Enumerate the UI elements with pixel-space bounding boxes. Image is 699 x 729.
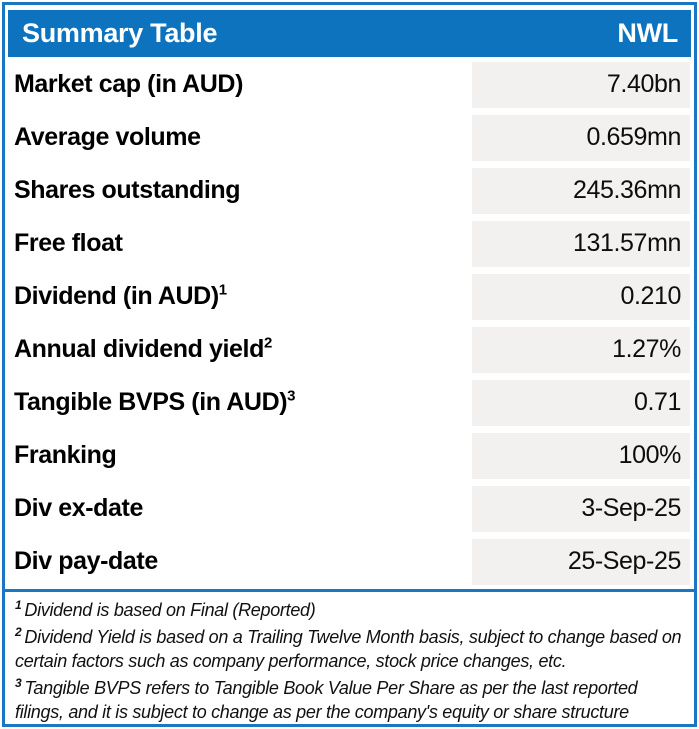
row-value-cell: [472, 115, 690, 161]
footnote-marker: 1: [15, 598, 22, 612]
row-label-text: Market cap (in AUD): [14, 70, 244, 98]
table-row: [5, 111, 694, 164]
table-row: [5, 217, 694, 270]
row-value: 245.36mn: [573, 176, 681, 204]
table-row: [5, 429, 694, 482]
row-value-cell: [472, 433, 690, 479]
row-value: 25-Sep-25: [567, 547, 681, 575]
footnote-marker: 3: [15, 676, 22, 690]
row-label: [14, 388, 295, 417]
row-label-text: Tangible BVPS (in AUD): [14, 388, 288, 416]
row-label: [14, 547, 158, 576]
row-label: [14, 123, 201, 152]
row-label: [14, 282, 227, 311]
row-label-text: Dividend (in AUD): [14, 282, 219, 310]
row-label: [14, 335, 272, 364]
row-value-cell: [472, 221, 690, 267]
table-row: [5, 376, 694, 429]
footnote-text: Tangible BVPS refers to Tangible Book Value Per Share as per the last reported filings, and it is subject to change as per the company's equity or share structure: [15, 678, 638, 722]
row-value: 3-Sep-25: [581, 494, 681, 522]
row-value-cell: [472, 486, 690, 532]
footnote-marker: 2: [15, 625, 22, 639]
table-row: [5, 270, 694, 323]
footnote: [15, 625, 682, 673]
row-label-text: Franking: [14, 441, 117, 469]
ticker-symbol: NWL: [617, 18, 678, 48]
row-value-cell: [472, 62, 690, 108]
footnote-text: Dividend Yield is based on a Trailing Twelve Month basis, subject to change based on certain factors such as company performance, stock price changes, etc.: [15, 627, 682, 671]
footnotes-section: [5, 592, 694, 724]
row-value-cell: [472, 380, 690, 426]
table-row: [5, 323, 694, 376]
table-row: [5, 535, 694, 588]
row-value: 0.71: [633, 388, 681, 416]
row-label-text: Div ex-date: [14, 494, 143, 522]
row-label: [14, 176, 240, 205]
table-title: Summary Table: [22, 18, 218, 48]
row-value-cell: [472, 539, 690, 585]
row-label: [14, 441, 116, 470]
row-label-text: Shares outstanding: [14, 176, 241, 204]
table-body: [5, 58, 694, 588]
row-label-text: Annual dividend yield: [14, 335, 264, 363]
table-row: [5, 482, 694, 535]
row-value: 0.659mn: [586, 123, 681, 151]
row-value: 1.27%: [612, 335, 681, 363]
row-label-text: Average volume: [14, 123, 201, 151]
row-label: [14, 70, 243, 99]
row-label-footnote-marker: 2: [263, 334, 272, 352]
row-value: 131.57mn: [573, 229, 681, 257]
row-label: [14, 494, 143, 523]
table-row: [5, 58, 694, 111]
row-label-text: Free float: [14, 229, 123, 257]
table-row: [5, 164, 694, 217]
row-value-cell: [472, 274, 690, 320]
footnote: [15, 676, 682, 724]
row-value-cell: [472, 168, 690, 214]
footnote-text: Dividend is based on Final (Reported): [24, 600, 316, 620]
row-value: 7.40bn: [606, 70, 681, 98]
row-value: 100%: [618, 441, 681, 469]
row-label-text: Div pay-date: [14, 547, 158, 575]
row-label-footnote-marker: 3: [287, 387, 296, 405]
footnote: [15, 598, 682, 622]
row-label-footnote-marker: 1: [218, 281, 227, 299]
row-value-cell: [472, 327, 690, 373]
summary-table-card: [2, 2, 697, 727]
row-value: 0.210: [620, 282, 681, 310]
table-header: [8, 10, 691, 57]
row-label: [14, 229, 123, 258]
